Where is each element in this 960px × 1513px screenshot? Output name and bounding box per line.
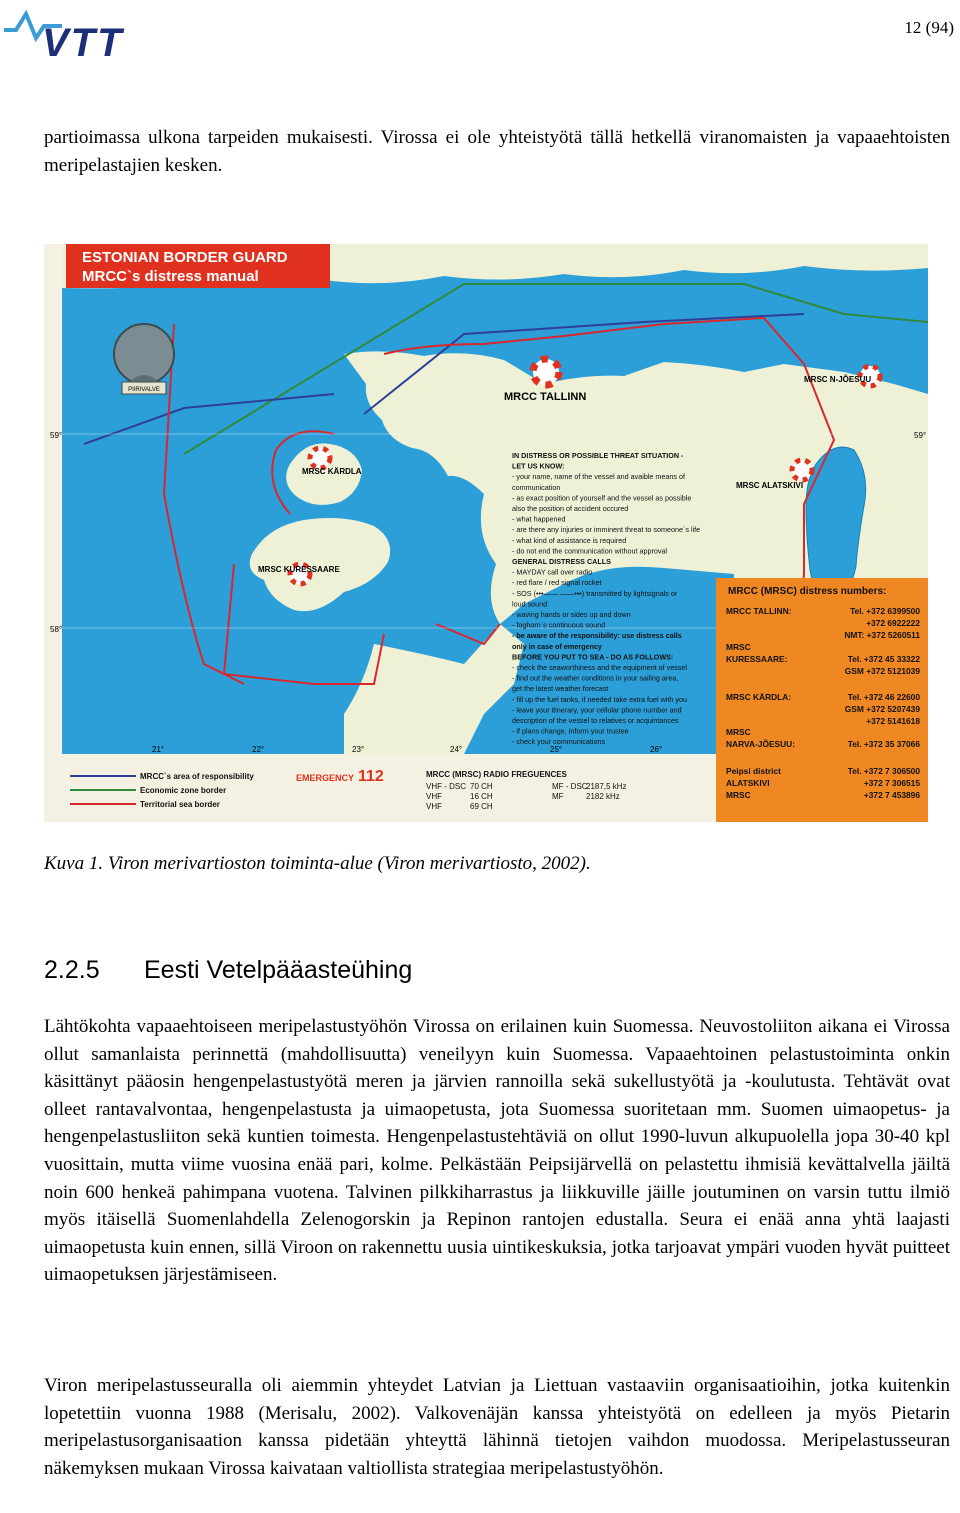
instruction-line: get the latest weather forecast [512,684,609,694]
radio-frequency-cell: MF - DSC [552,782,588,791]
section-number: 2.2.5 [44,956,100,984]
distress-number-line: +372 7 453896 [863,790,920,800]
lon-label: 23° [352,745,365,754]
instruction-line: - check the seaworthiness and the equipment of vessel [512,663,687,672]
vtt-logo [2,4,162,64]
distress-numbers-title: MRCC (MRSC) distress numbers: [728,586,887,597]
page-number: 12 (94) [904,18,954,37]
instruction-line: also the position of accident occured [512,504,629,513]
lat-label-58-left: 58° [50,625,63,634]
section-heading [44,956,412,985]
distress-number-station: NARVA-JÕESUU: [726,739,796,749]
legend-label-territorial: Territorial sea border [140,800,220,809]
place-label-alatskivi: MRSC ALATSKIVI [736,481,804,490]
radio-frequency-cell: VHF [426,792,442,801]
distress-number-station: MRSC KÄRDLA: [726,692,792,702]
distress-number-line: Tel. +372 45 33322 [847,654,920,664]
place-label-kardla: MRSC KÄRDLA [302,467,362,476]
instruction-line: - leave your itinerary, your cellular phone number and [512,705,682,715]
emblem-text: PIIRIVALVE [128,387,160,393]
instruction-line: - what happened [512,514,566,524]
body-paragraph-2: Viron meripelastusseuralla oli aiemmin yhteydet Latvian ja Liettuan vastaaviin organisaatioihin, jotka kuitenkin lopetettiin vuonna 1988 (Merisalu, 2002). Valkovenäjän kanssa yhteistyötä on edelleen ja myös Pietarin meripelastusorganisaation kanssa pidetään yhteyttä lähinnä tietojen vaihdon muodossa. Meripelastusseuran näkemyksen mukaan Virossa kaivataan valtiollista strategiaa meripelastustyöhön. [44,1375,950,1479]
distress-number-line: Tel. +372 7 306500 [847,766,920,776]
instruction-line: - what kind of assistance is required [512,535,627,545]
intro-paragraph: partioimassa ulkona tarpeiden mukaisesti. Virossa ei ole yhteistyötä tällä hetkellä viranomaisten ja vapaaehtoisten meripelastajien kesken. [44,127,950,176]
instruction-line: BEFORE YOU PUT TO SEA - DO AS FOLLOWS: [512,652,674,662]
instruction-line: communication [512,482,561,492]
lifebuoy-icon [310,448,330,468]
distress-number-line: +372 5141618 [866,716,920,726]
lon-label: 21° [152,745,165,754]
border-guard-emblem-icon [114,324,174,394]
place-label-narva: MRSC N-JÕESUU [804,375,872,384]
instruction-line: - fill up the fuel tanks, if needed take extra fuel with you [512,694,687,704]
instruction-line: description of the vessel to relatives or acquintances [512,716,679,725]
instruction-line: GENERAL DISTRESS CALLS [512,557,611,566]
distress-number-line: +372 6922222 [866,618,920,628]
radio-frequency-cell: 70 CH [470,782,493,791]
distress-number-line: NMT: +372 5260511 [844,630,920,640]
instruction-line: - waving hands or sides up and down [512,610,631,619]
instruction-line: - MAYDAY call over radio [512,567,593,577]
distress-number-line: +372 7 306515 [863,778,920,788]
instruction-line: - your name, name of the vessel and avaible means of [512,472,685,482]
instruction-line: LET US KNOW: [512,461,565,471]
distress-number-station: MRSC [726,790,751,800]
instruction-line: only in case of emergency [512,641,602,651]
lifebuoy-icon [792,460,812,480]
instruction-line: - as exact position of yourself and the vessel as possible [512,493,692,503]
emergency-number: 112 [358,768,384,785]
instruction-line: - do not end the communication without approval [512,546,668,556]
radio-frequency-cell: 16 CH [470,792,493,801]
radio-frequency-cell: 69 CH [470,802,493,811]
instruction-line: - if plans change, inform your trustee [512,726,629,736]
place-label-kuressaare: MRSC KURESSAARE [258,565,340,574]
figure-caption: Kuva 1. Viron merivartioston toiminta-alue (Viron merivartiosto, 2002). [44,853,591,874]
distress-number-line: GSM +372 5207439 [844,704,920,714]
instruction-line: IN DISTRESS OR POSSIBLE THREAT SITUATION - [512,451,684,460]
legend-label-responsibility: MRCC`s area of responsibility [140,772,254,781]
instruction-line: - red flare / red signal rocket [512,578,602,588]
lat-label-59-left: 59° [50,431,63,440]
instruction-line: - SOS (•••—— ——•••) transmitted by lightsignals or [512,588,678,598]
instruction-line: - find out the weather conditions in your sailing area, [512,673,679,683]
distress-number-line: Tel. +372 6399500 [850,606,920,616]
distress-number-station: ALATSKIVI [726,778,770,788]
lon-label: 25° [550,745,563,754]
radio-title: MRCC (MRSC) RADIO FREGUENCES [426,770,567,779]
instruction-line: - check your communications [512,737,606,747]
banner-title: ESTONIAN BORDER GUARD [82,249,288,266]
distress-number-station: Peipsi district [726,766,781,776]
legend-label-economic: Economic zone border [140,786,227,795]
distress-number-line: Tel. +372 46 22600 [847,692,920,702]
distress-number-station: MRSC [726,642,751,652]
section-title: Eesti Vetelpääasteühing [144,956,413,984]
distress-number-line: GSM +372 5121039 [844,666,920,676]
instruction-line: - foghorn`s continuous sound [512,620,606,630]
distress-number-station: MRCC TALLINN: [726,606,792,616]
lon-label: 24° [450,745,463,754]
radio-frequency-cell: 2182 kHz [586,792,620,801]
banner-subtitle: MRCC`s distress manual [82,268,259,285]
distress-number-line: Tel. +372 35 37066 [847,739,920,749]
radio-frequency-cell: MF [552,792,564,801]
radio-frequency-cell: 2187,5 kHz [586,782,627,791]
instruction-line: - are there any injuries or imminent threat to someone`s life [512,525,701,535]
emergency-label: EMERGENCY [296,773,355,783]
radio-frequency-cell: VHF - DSC [426,782,466,791]
place-label-tallinn: MRCC TALLINN [504,391,587,403]
distress-number-station: KURESSAARE: [726,654,788,664]
estonian-border-guard-map [44,244,928,822]
logo-text: VTT [42,21,124,64]
instruction-line: loud sound [512,599,548,609]
lat-label-59-right: 59° [914,431,927,440]
distress-number-station: MRSC [726,727,751,737]
lon-label: 26° [650,745,663,754]
lifebuoy-icon [533,359,559,385]
lon-label: 22° [252,745,265,754]
body-paragraph-1: Lähtökohta vapaaehtoiseen meripelastustyöhön Virossa on erilainen kuin Suomessa. Neuvostoliiton aikana ei Virossa ollut samanlaista perinnettä (mahdollisuutta) veneilyyn kuin Suomessa. Vapaaehtoinen pelastustoiminta onkin käsittänyt pääosin hengenpelastustyötä meren ja järvien rannoilla sekä sukellustyötä ja -koulutusta. Tehtävät ovat olleet rantavalvontaa, hengenpelastusta ja uimaopetusta, jota Suomessa suoritetaan mm. Suomen uimaopetus- ja hengenpelastusliiton sekä kuntien toimesta. Hengenpelastustehtäviä on ollut 1990-luvun alkupuolella jopa 30-40 kpl vuosittain, mutta viime vuosina enää pari, kolme. Pelkästään Peipsijärvellä on pelastettu ihmisiä kevättalvella jäiltä noin 600 henkeä pahimpana vuotena. Talvinen pilkkiharrastus ja liikkuville jäille joutuminen on varsin tuttu ilmiö myös itäisellä Suomenlahdella Zelenogorskin ja Repinon rantojen edustalla. Seura ei enää anna yhtä laajasti uimaopetusta kuin ennen, sillä Viroon on rakennettu uusia uintikeskuksia, jotka tarjoavat ympäri vuoden hyvät puitteet uimaopetuksen järjestämiseen. [44,1016,950,1286]
radio-frequency-cell: VHF [426,802,442,811]
instruction-line: - be aware of the responsibility: use distress calls [512,631,682,641]
